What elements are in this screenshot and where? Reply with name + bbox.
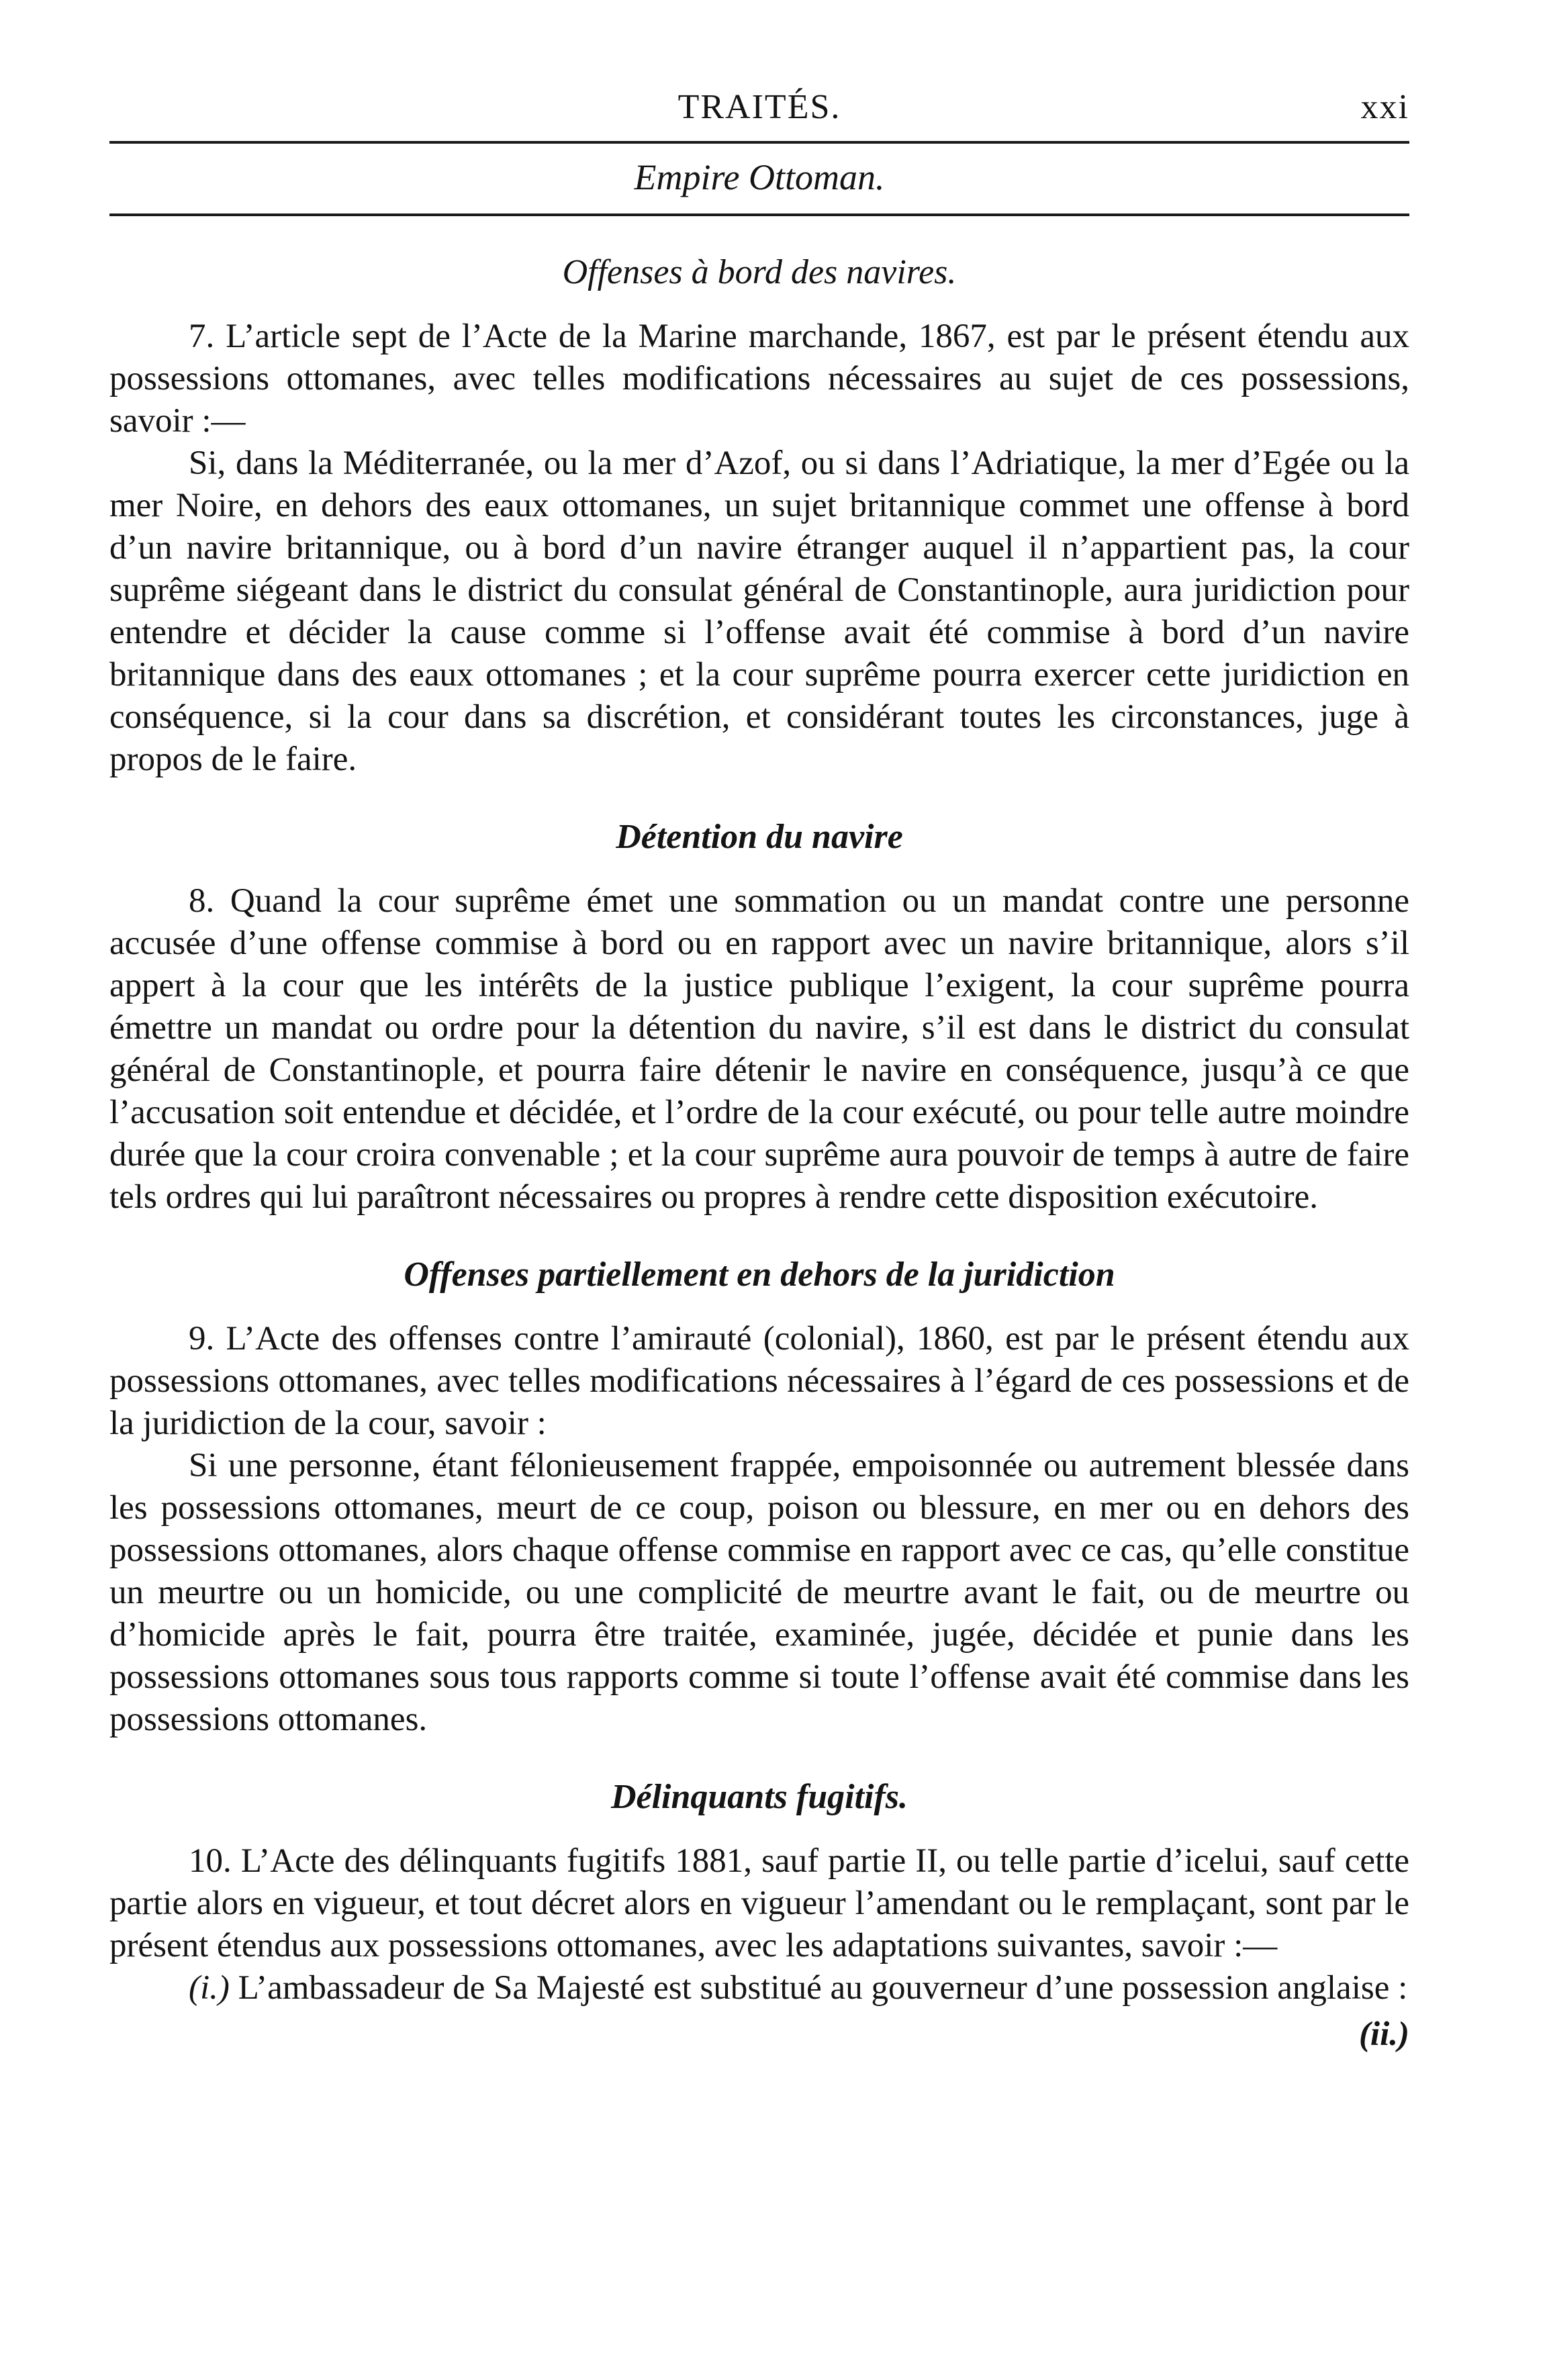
article-text: L’article sept de l’Acte de la Marine marchande, 1867, est par le présent étendu aux possessions ottomanes, avec telles modifications nécessaires au sujet de ces possessions, savoir :— [109, 318, 1409, 440]
article-number: 7. [189, 318, 215, 355]
article-7-paragraph [109, 316, 1409, 442]
article-7-subparagraph: Si, dans la Méditerranée, ou la mer d’Azof, ou si dans l’Adriatique, la mer d’Egée ou la mer Noire, en dehors des eaux ottomanes, un sujet britannique commet une offense à bord d’un navire britannique, ou à bord d’un navire étranger auquel il n’appartient pas, la cour suprême siégeant dans le district du consulat général de Constantinople, aura juridiction pour entendre et décider la cause comme si l’offense avait été commise à bord d’un navire britannique dans des eaux ottomanes ; et la cour suprême pourra exercer cette juridiction en conséquence, si la cour dans sa discrétion, et considérant toutes les circonstances, juge à propos de le faire. [109, 444, 1409, 778]
item-text: L’ambassadeur de Sa Majesté est substitué au gouverneur d’une possession anglaise : [238, 1969, 1408, 2007]
article-10-paragraph [109, 1840, 1409, 1967]
article-10-item-i [109, 1967, 1409, 2009]
article-9-subparagraph: Si une personne, étant félonieusement frappée, empoisonnée ou autrement blessée dans les possessions ottomanes, meurt de ce coup, poison ou blessure, en mer ou en dehors des possessions ottomanes, alors chaque offense commise en rapport avec ce cas, qu’elle constitue un meurtre ou un homicide, ou une complicité de meurtre avant le fait, ou de meurtre ou d’homicide après le fait, pourra être traitée, examinée, jugée, décidée et punie dans les possessions ottomanes sous tous rapports comme si toute l’offense avait été commise dans les possessions ottomanes. [109, 1447, 1409, 1738]
article-9-paragraph [109, 1318, 1409, 1445]
article-number: 9. [189, 1320, 215, 1358]
heading-delinquants-fugitifs: Délinquants fugitifs. [610, 1778, 908, 1816]
article-8-paragraph [109, 880, 1409, 1219]
heading-detention-navire: Détention du navire [616, 818, 903, 856]
article-text: L’Acte des offenses contre l’amirauté (colonial), 1860, est par le présent étendu aux possessions ottomanes, avec telles modifications nécessaires à l’égard de ces possessions et de la juridiction de la cour, savoir : [109, 1320, 1409, 1442]
section-title: Empire Ottoman. [634, 157, 885, 197]
item-marker: (i.) [189, 1969, 230, 2007]
catchword: (ii.) [1358, 2015, 1409, 2053]
page-title: TRAITÉS. [677, 88, 841, 126]
document-page [109, 67, 1409, 2054]
running-head [109, 67, 1409, 141]
page-number: xxi [1360, 88, 1409, 126]
article-text: L’Acte des délinquants fugitifs 1881, sauf partie II, ou telle partie d’icelui, sauf cette partie alors en vigueur, et tout décret alors en vigueur l’amendant ou le remplaçant, sont par le présent étendus aux possessions ottomanes, avec les adaptations suivantes, savoir :— [109, 1842, 1410, 1964]
article-number: 8. [189, 882, 215, 920]
heading-offenses-a-bord: Offenses à bord des navires. [562, 253, 957, 291]
section-rule [109, 213, 1409, 216]
article-text: Quand la cour suprême émet une sommation ou un mandat contre une personne accusée d’une offense commise à bord ou en rapport avec un navire britannique, alors s’il appert à la cour que les intérêts de la justice publique l’exigent, la cour suprême pourra émettre un mandat ou ordre pour la détention du navire, s’il est dans le district du consulat général de Constantinople, et pourra faire détenir le navire en conséquence, jusqu’à ce que l’accusation soit entendue et décidée, et l’ordre de la cour exécuté, ou pour telle autre moindre durée que la cour croira convenable ; et la cour suprême aura pouvoir de temps à autre de faire tels ordres qui lui paraîtront nécessaires ou propres à rendre cette disposition exécutoire. [109, 882, 1409, 1216]
article-number: 10. [189, 1842, 232, 1880]
heading-offenses-partiellement: Offenses partiellement en dehors de la juridiction [404, 1255, 1115, 1294]
